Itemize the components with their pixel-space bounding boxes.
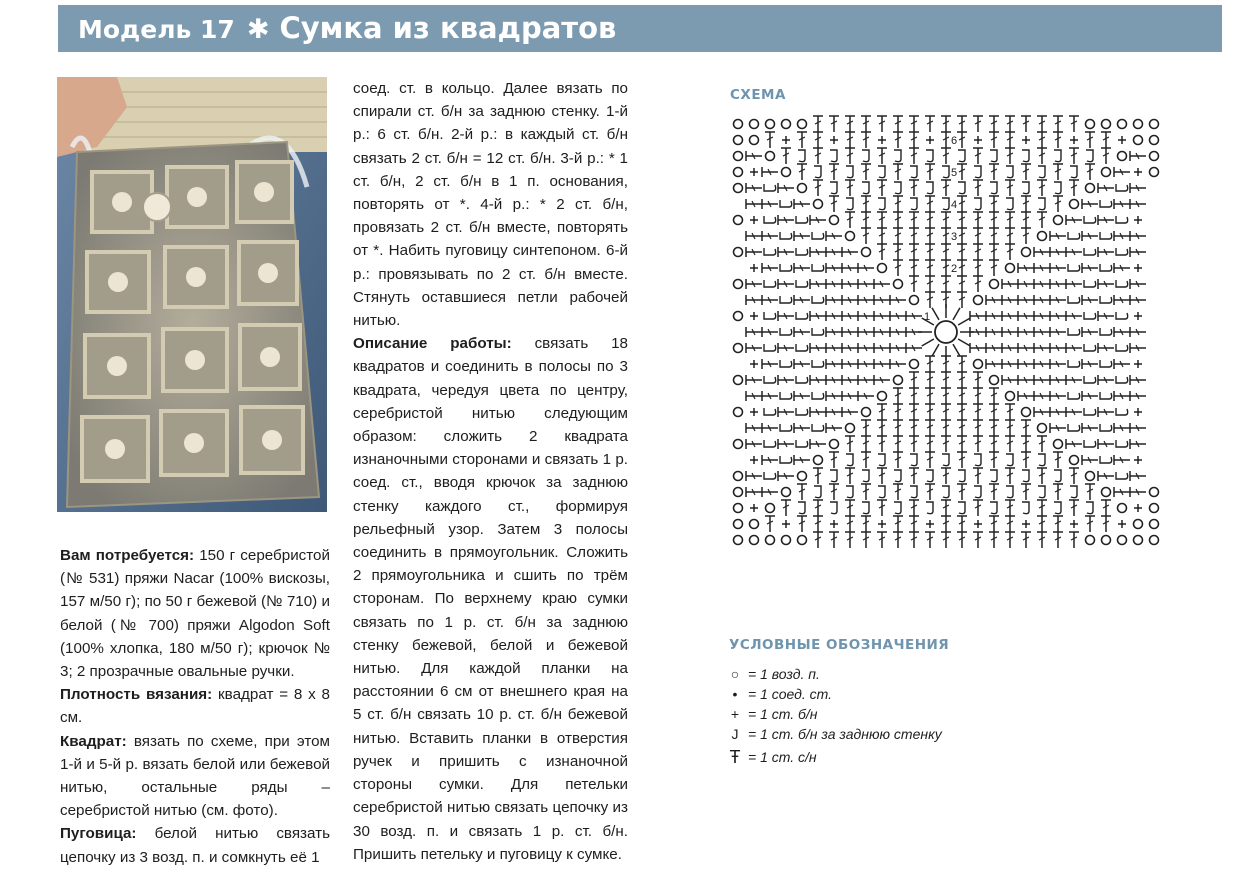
back-loop-stitch [780,392,792,399]
back-loop-stitch [830,150,837,162]
back-loop-stitch [764,408,776,415]
chain-stitch [1150,504,1159,513]
model-label: Модель 17 [78,15,235,44]
chain-stitch [1102,488,1111,497]
back-loop-stitch [1100,360,1112,367]
back-loop-stitch [796,312,808,319]
back-loop-stitch [764,312,776,319]
back-loop-stitch [1084,280,1096,287]
back-loop-stitch [780,424,792,431]
back-loop-stitch [780,360,792,367]
back-loop-stitch [878,198,885,210]
gauge-paragraph [60,683,330,729]
double-crochet-stitch [958,339,970,346]
chain-stitch [750,520,759,529]
legend-title: УСЛОВНЫЕ ОБОЗНАЧЕНИЯ [729,637,950,653]
chain-stitch [782,168,791,177]
back-loop-stitch [1116,344,1128,351]
chain-stitch [1006,264,1015,273]
chain-stitch [974,296,983,305]
materials-paragraph [60,544,330,683]
back-loop-stitch [1068,328,1080,335]
double-crochet-stitch [953,344,960,356]
row-number: 4 [951,199,958,211]
chain-stitch [734,168,743,177]
back-loop-stitch [1068,232,1080,239]
chain-stitch [1150,120,1159,129]
row-number: 1 [924,311,931,323]
back-loop-stitch [1038,486,1045,498]
back-loop-stitch [780,264,792,271]
back-loop-stitch [1100,456,1112,463]
chain-stitch [1118,152,1127,161]
back-loop-stitch [812,424,824,431]
back-loop-stitch [812,392,824,399]
back-loop-stitch [1022,150,1029,162]
legend-text: = 1 возд. п. [748,666,820,682]
square-paragraph [60,730,330,823]
gauge-text: квадрат = 8 х 8 см. [60,686,330,727]
back-loop-stitch [1068,296,1080,303]
back-loop-stitch [846,198,853,210]
back-loop-stitch [1038,166,1045,178]
chain-stitch [1102,536,1111,545]
back-loop-stitch [910,166,917,178]
back-loop-stitch [1006,486,1013,498]
back-loop-stitch [894,150,901,162]
slip-stitch-icon: • [732,686,738,702]
page-title: Сумка из квадратов [279,11,617,45]
back-loop-stitch [1100,296,1112,303]
back-loop-stitch [814,486,821,498]
back-loop-stitch [1116,472,1128,479]
back-loop-stitch [1100,392,1112,399]
chain-stitch [878,392,887,401]
back-loop-stitch [1068,264,1080,271]
back-loop-stitch [862,470,869,482]
back-loop-stitch [1086,150,1093,162]
chain-stitch [734,312,743,321]
back-loop-stitch [878,486,885,498]
chain-stitch [974,360,983,369]
chain-stitch [734,152,743,161]
back-loop-stitch [796,248,808,255]
chain-stitch [910,360,919,369]
chain-stitch [1038,424,1047,433]
chain-stitch [1086,472,1095,481]
back-loop-stitch [796,344,808,351]
back-loop-stitch [958,502,965,514]
chain-stitch [846,424,855,433]
back-loop-stitch [1116,216,1128,223]
back-loop-stitch [798,150,805,162]
back-loop-stitch [862,502,869,514]
back-loop-stitch [1116,376,1128,383]
back-loop-stitch [1084,344,1096,351]
back-loop-stitch [1084,440,1096,447]
back-loop-stitch [1054,502,1061,514]
work-description-paragraph [353,332,628,866]
row-number: 3 [951,231,958,243]
gauge-label: Плотность вязания: [60,686,213,704]
chain-stitch [798,536,807,545]
back-loop-stitch [942,166,949,178]
back-loop-stitch [764,184,776,191]
back-loop-stitch [780,200,792,207]
back-loop-stitch [1022,502,1029,514]
back-loop-stitch [878,454,885,466]
chain-stitch [1086,184,1095,193]
back-loop-stitch [942,198,949,210]
back-loop-stitch [846,486,853,498]
chain-stitch [734,520,743,529]
back-loop-stitch [974,166,981,178]
work-description-text: связать 18 квадратов и соединить в полосы по 3 квадрата, чередуя цвета по центру, серебристой нитью следующим образом: сложить 2 квадрата изнаночными сторонами и связать 1 р. соед. ст., вводя крючок за заднюю стенку каждого ст., формируя рельефный узор. Затем 3 полосы соединить в прямоугольник. Сложить 2 прямоугольника и сшить по трём сторонам. По верхнему краю сумки связать по 1 р. ст. б/н за заднюю стенку бежевой, белой и бежевой нитью. Для каждой планки на расстоянии 6 см от внешнего края на 5 ст. б/н связать 10 р. ст. б/н бежевой нитью. Вставить планки в отверстия ручек и пришить с изнаночной стороны сумки. Для петельки серебристой нитью связать цепочку из 30 возд. п. и связать 1 р. ст. б/н. Пришить петельку и пуговицу к сумке. [353,335,628,863]
back-loop-stitch [1068,424,1080,431]
back-loop-stitch [926,470,933,482]
back-loop-stitch [1084,248,1096,255]
chain-stitch [734,248,743,257]
back-loop-stitch [830,182,837,194]
back-loop-stitch [926,502,933,514]
chain-stitch [1150,520,1159,529]
back-loop-stitch [1022,182,1029,194]
chain-stitch [1134,520,1143,529]
back-loop-stitch [764,280,776,287]
crochet-chart [726,112,1176,567]
back-loop-stitch [974,454,981,466]
chain-stitch [734,136,743,145]
chain-stitch [1134,136,1143,145]
back-loop-stitch [990,502,997,514]
back-loop-stitch [942,454,949,466]
back-loop-stitch [958,150,965,162]
back-loop-stitch [846,454,853,466]
chain-stitch [1150,152,1159,161]
back-loop-stitch [764,248,776,255]
back-loop-stitch [1054,182,1061,194]
back-loop-stitch [894,182,901,194]
chain-stitch [1006,392,1015,401]
chain-stitch [1070,200,1079,209]
chain-stitch [734,408,743,417]
chain-stitch [1102,168,1111,177]
back-loop-stitch [812,264,824,271]
chain-stitch [1118,536,1127,545]
back-loop-stitch [1084,312,1096,319]
back-loop-stitch [990,470,997,482]
back-loop-stitch [1070,486,1077,498]
bag-photo [57,77,327,512]
chain-stitch [734,120,743,129]
row-number: 2 [951,263,958,275]
double-crochet-stitch [922,339,934,346]
chain-stitch [734,504,743,513]
back-loop-stitch [1038,454,1045,466]
chain-stitch [910,296,919,305]
back-loop-stitch [764,216,776,223]
back-loop-stitch [926,182,933,194]
chain-stitch [1118,120,1127,129]
back-loop-stitch [958,470,965,482]
text-column-middle [353,77,628,866]
double-crochet-stitch [932,308,939,320]
chain-stitch [1022,408,1031,417]
chain-stitch [734,472,743,481]
chain-stitch [798,184,807,193]
back-loop-stitch [1116,312,1128,319]
back-loop-stitch [910,486,917,498]
back-loop-stitch [910,454,917,466]
chain-stitch [1086,120,1095,129]
back-loop-stitch [1100,264,1112,271]
chain-stitch [734,488,743,497]
back-loop-stitch [764,472,776,479]
chain-stitch [766,536,775,545]
materials-text: 150 г серебристой (№ 531) пряжи Nacar (100% вискозы, 157 м/50 г); по 50 г бежевой (№ 710) и белой (№ 700) пряжи Algodon Soft (100% хлопка, 180 м/50 г); крючок № 3; 2 прозрачные овальные ручки. [60,547,330,681]
back-loop-stitch [862,150,869,162]
chain-stitch [1150,536,1159,545]
chain-stitch [1022,248,1031,257]
chain-stitch [798,120,807,129]
square-text: вязать по схеме, при этом 1-й и 5-й р. вязать белой или бежевой нитью, остальные ряды – серебристой нитью (см. фото). [60,732,330,820]
back-loop-stitch [796,376,808,383]
back-loop-stitch [1084,376,1096,383]
row-number: 6 [951,135,958,147]
chain-stitch [734,280,743,289]
chain-stitch [878,264,887,273]
double-crochet-icon: Ŧ [729,747,741,767]
back-loop-stitch [894,502,901,514]
work-description-label: Описание работы: [353,335,512,353]
back-loop-stitch [1086,502,1093,514]
chain-stitch [830,440,839,449]
row-number: 5 [951,167,958,179]
back-loop-stitch [1100,424,1112,431]
back-loop-stitch [1038,198,1045,210]
single-crochet-icon: + [730,706,740,722]
back-loop-stitch [812,232,824,239]
chain-stitch [734,440,743,449]
legend-text: = 1 соед. ст. [748,686,833,702]
back-loop-stitch [796,216,808,223]
legend-text: = 1 ст. с/н [748,749,817,765]
back-loop-stitch [798,502,805,514]
legend-text: = 1 ст. б/н за заднюю стенку [748,726,942,742]
back-loop-single-icon: J [731,726,739,742]
back-loop-stitch [1116,248,1128,255]
asterisk-icon: ✱ [246,14,270,45]
back-loop-stitch [796,280,808,287]
back-loop-stitch [846,166,853,178]
chain-stitch [750,120,759,129]
chain-stitch [1150,168,1159,177]
back-loop-stitch [764,376,776,383]
chain-stitch [1150,136,1159,145]
back-loop-stitch [814,166,821,178]
back-loop-stitch [1022,470,1029,482]
back-loop-stitch [1100,328,1112,335]
back-loop-stitch [796,440,808,447]
back-loop-stitch [1068,392,1080,399]
chain-stitch [782,488,791,497]
back-loop-stitch [878,166,885,178]
chain-stitch [814,200,823,209]
back-loop-stitch [1006,198,1013,210]
back-loop-stitch [780,328,792,335]
back-loop-stitch [1100,232,1112,239]
back-loop-stitch [974,486,981,498]
square-label: Квадрат: [60,732,127,750]
chain-stitch-icon: ○ [730,666,740,682]
back-loop-stitch [1100,200,1112,207]
chain-stitch [734,216,743,225]
back-loop-stitch [958,182,965,194]
materials-label: Вам потребуется: [60,547,195,564]
chain-stitch [782,536,791,545]
back-loop-stitch [990,182,997,194]
center-ring [935,321,957,343]
back-loop-stitch [812,360,824,367]
back-loop-stitch [780,232,792,239]
chain-stitch [862,248,871,257]
back-loop-stitch [1116,408,1128,415]
chain-stitch [798,472,807,481]
double-crochet-stitch [958,318,970,325]
chain-stitch [990,280,999,289]
chain-stitch [1038,232,1047,241]
legend-text: = 1 ст. б/н [748,706,818,722]
chain-stitch [734,376,743,385]
back-loop-stitch [1006,166,1013,178]
double-crochet-stitch [932,344,939,356]
button-label: Пуговица: [60,825,137,843]
chain-stitch [862,408,871,417]
back-loop-stitch [796,408,808,415]
text-column-left [60,544,330,869]
chain-stitch [1070,456,1079,465]
back-loop-stitch [780,296,792,303]
back-loop-stitch [1054,150,1061,162]
back-loop-stitch [942,486,949,498]
chain-stitch [1086,536,1095,545]
double-crochet-stitch [953,308,960,320]
chain-stitch [990,376,999,385]
chain-stitch [766,152,775,161]
back-loop-stitch [830,470,837,482]
back-loop-stitch [1054,470,1061,482]
chain-stitch [734,536,743,545]
back-loop-stitch [894,470,901,482]
back-loop-stitch [862,182,869,194]
chain-stitch [1150,488,1159,497]
chain-stitch [1118,504,1127,513]
chain-stitch [750,536,759,545]
chain-stitch [766,120,775,129]
back-loop-stitch [990,150,997,162]
chain-stitch [894,280,903,289]
back-loop-stitch [1116,184,1128,191]
chain-stitch [766,504,775,513]
back-loop-stitch [1084,408,1096,415]
chain-stitch [894,376,903,385]
back-loop-stitch [830,502,837,514]
back-loop-stitch [1006,454,1013,466]
back-loop-stitch [1116,280,1128,287]
back-loop-stitch [926,150,933,162]
chain-stitch [734,184,743,193]
chain-stitch [734,344,743,353]
button-paragraph [60,822,330,868]
back-loop-stitch [764,440,776,447]
chain-stitch [782,120,791,129]
back-loop-stitch [1116,440,1128,447]
header-text [78,11,616,45]
chain-stitch [1102,120,1111,129]
back-loop-stitch [974,198,981,210]
chain-stitch [1054,440,1063,449]
chain-stitch [1054,216,1063,225]
chain-stitch [1134,120,1143,129]
back-loop-stitch [1084,216,1096,223]
back-loop-stitch [910,198,917,210]
button-continued-paragraph: соед. ст. в кольцо. Далее вязать по спирали ст. б/н за заднюю стенку. 1-й р.: 6 ст. б/н. 2-й р.: в каждый ст. б/н связать 2 ст. б/н = 12 ст. б/н. 3-й р.: * 1 ст. б/н, 2 ст. б/н в 1 п. основания, повторять от *. 4-й р.: * 2 ст. б/н, провязать 2 ст. б/н вместе, повторять от *. Набить пуговицу синтепоном. 6-й р.: провязывать по 2 ст. б/н вместе. Стянуть оставшиеся петли рабочей нитью. [353,80,628,330]
chain-stitch [846,232,855,241]
back-loop-stitch [780,456,792,463]
button-text: белой нитью связать цепочку из 3 возд. п. и сомкнуть её 1 [60,825,330,866]
schema-title: СХЕМА [730,87,786,103]
back-loop-stitch [1068,360,1080,367]
chain-stitch [814,456,823,465]
back-loop-stitch [812,296,824,303]
chain-stitch [1134,536,1143,545]
header-bar [58,5,1222,52]
back-loop-stitch [812,328,824,335]
chain-stitch [750,136,759,145]
back-loop-stitch [1070,166,1077,178]
chain-stitch [830,216,839,225]
back-loop-stitch [764,344,776,351]
